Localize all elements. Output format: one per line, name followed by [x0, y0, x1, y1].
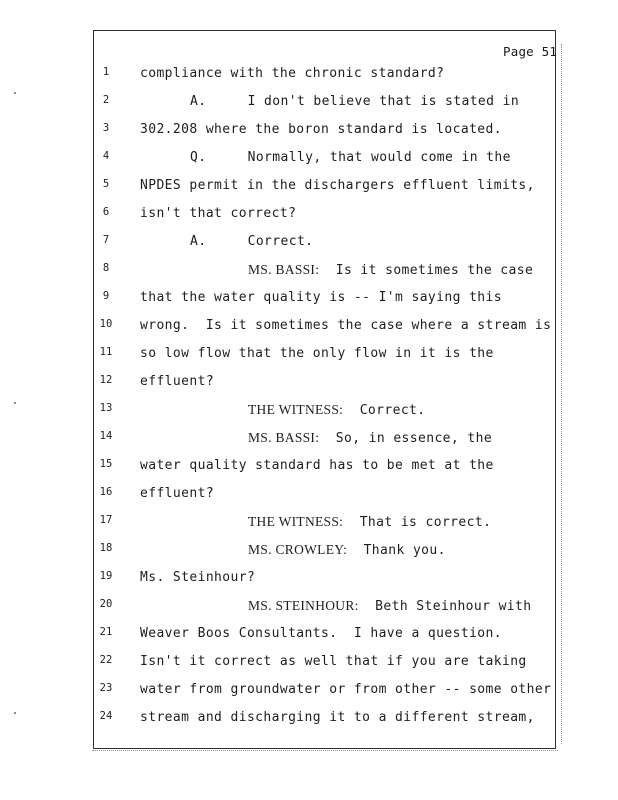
line-number: 16	[99, 486, 113, 498]
page-number: Page 51	[503, 44, 558, 59]
scan-speck	[14, 402, 16, 404]
transcript-line: 302.208 where the boron standard is located.	[140, 122, 502, 137]
transcript-line: so low flow that the only flow in it is the	[140, 346, 494, 361]
transcript-line: isn't that correct?	[140, 206, 297, 221]
line-number: 19	[99, 570, 113, 582]
speaker-name: MS. BASSI:	[248, 430, 320, 445]
transcript-line	[248, 514, 491, 530]
transcript-line: Isn't it correct as well that if you are taking	[140, 654, 527, 669]
transcript-line: Weaver Boos Consultants. I have a question.	[140, 626, 502, 641]
speaker-name: MS. BASSI:	[248, 262, 320, 277]
transcript-line	[248, 598, 531, 614]
speaker-remark: Is it sometimes the case	[319, 263, 534, 278]
line-number: 23	[99, 682, 113, 694]
line-number: 18	[99, 542, 113, 554]
line-number: 6	[102, 206, 110, 218]
line-number: 8	[102, 262, 110, 274]
line-number: 13	[99, 402, 113, 414]
transcript-line: that the water quality is -- I'm saying this	[140, 290, 502, 305]
transcript-page-border	[93, 30, 556, 749]
speaker-name: THE WITNESS:	[248, 514, 344, 529]
line-number: 15	[99, 458, 113, 470]
line-number: 21	[99, 626, 113, 638]
page-edge-bottom	[92, 750, 558, 751]
transcript-line: compliance with the chronic standard?	[140, 66, 445, 81]
speaker-remark: That is correct.	[343, 515, 492, 530]
transcript-line	[248, 402, 426, 418]
line-number: 14	[99, 430, 113, 442]
line-number: 22	[99, 654, 113, 666]
transcript-line: Q. Normally, that would come in the	[190, 150, 511, 165]
line-number: 1	[102, 66, 110, 78]
transcript-line: stream and discharging it to a different stream,	[140, 710, 535, 725]
line-number: 12	[99, 374, 113, 386]
transcript-line	[248, 542, 446, 558]
transcript-line	[248, 262, 533, 278]
transcript-line: A. Correct.	[190, 234, 314, 249]
speaker-name: MS. CROWLEY:	[248, 542, 348, 557]
transcript-line	[248, 430, 492, 446]
transcript-line: effluent?	[140, 486, 215, 501]
transcript-line: NPDES permit in the dischargers effluent limits,	[140, 178, 535, 193]
transcript-line: effluent?	[140, 374, 215, 389]
speaker-remark: So, in essence, the	[319, 431, 493, 446]
page-edge-right	[561, 44, 562, 744]
transcript-line: water quality standard has to be met at the	[140, 458, 494, 473]
transcript-line: Ms. Steinhour?	[140, 570, 256, 585]
line-number: 20	[99, 598, 113, 610]
speaker-remark: Thank you.	[347, 543, 446, 558]
scan-speck	[14, 92, 16, 94]
speaker-remark: Beth Steinhour with	[358, 599, 532, 614]
line-number: 2	[102, 94, 110, 106]
transcript-line: water from groundwater or from other -- some other	[140, 682, 552, 697]
line-number: 24	[99, 710, 113, 722]
line-number: 3	[102, 122, 110, 134]
scan-speck	[14, 712, 16, 714]
speaker-remark: Correct.	[343, 403, 426, 418]
speaker-name: MS. STEINHOUR:	[248, 598, 359, 613]
speaker-name: THE WITNESS:	[248, 402, 344, 417]
line-number: 5	[102, 178, 110, 190]
line-number: 17	[99, 514, 113, 526]
line-number: 9	[102, 290, 110, 302]
transcript-line: wrong. Is it sometimes the case where a stream is	[140, 318, 552, 333]
line-number: 10	[99, 318, 113, 330]
line-number: 4	[102, 150, 110, 162]
line-number: 7	[102, 234, 110, 246]
line-number: 11	[99, 346, 113, 358]
transcript-line: A. I don't believe that is stated in	[190, 94, 520, 109]
